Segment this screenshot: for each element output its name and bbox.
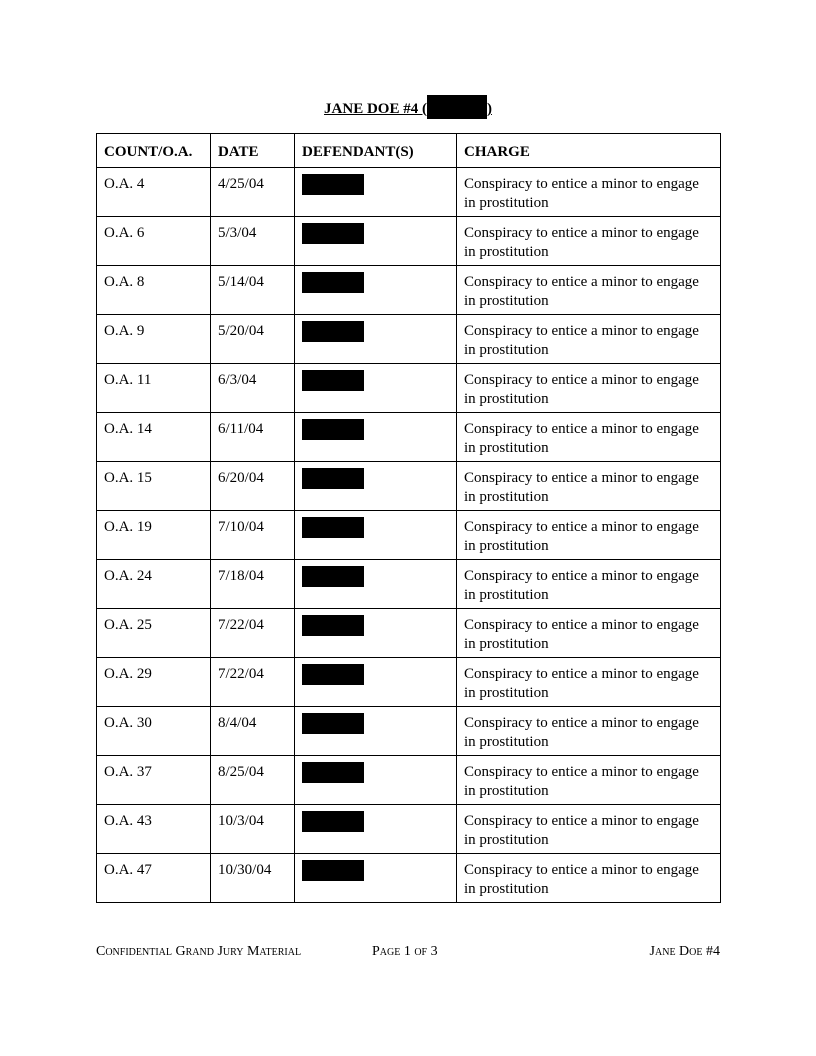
table-row: [97, 707, 721, 756]
header-count: COUNT/O.A.: [97, 134, 211, 168]
defendant-cell: [295, 560, 457, 609]
count-cell: O.A. 4: [97, 168, 211, 217]
defendant-cell: [295, 217, 457, 266]
date-cell: 5/3/04: [211, 217, 295, 266]
table-header-row: [97, 134, 721, 168]
date-cell: 7/10/04: [211, 511, 295, 560]
date-cell: 7/22/04: [211, 658, 295, 707]
defendant-cell: [295, 462, 457, 511]
defendant-cell: [295, 511, 457, 560]
table-row: [97, 364, 721, 413]
count-cell: O.A. 19: [97, 511, 211, 560]
table-row: [97, 266, 721, 315]
date-cell: 6/11/04: [211, 413, 295, 462]
table-row: [97, 168, 721, 217]
date-cell: 5/20/04: [211, 315, 295, 364]
page-footer: [96, 944, 720, 964]
count-cell: O.A. 9: [97, 315, 211, 364]
table-row: [97, 609, 721, 658]
charge-cell: Conspiracy to entice a minor to engage in prostitution: [457, 609, 721, 658]
charge-cell: Conspiracy to entice a minor to engage in prostitution: [457, 560, 721, 609]
count-cell: O.A. 8: [97, 266, 211, 315]
table-row: [97, 217, 721, 266]
date-cell: 7/22/04: [211, 609, 295, 658]
charge-cell: Conspiracy to entice a minor to engage in prostitution: [457, 364, 721, 413]
footer-page-number: Page 1 of 3: [372, 944, 438, 959]
charges-table: [96, 133, 721, 903]
redaction-box: [302, 223, 364, 244]
defendant-cell: [295, 854, 457, 903]
table-row: [97, 511, 721, 560]
redaction-box: [302, 419, 364, 440]
charge-cell: Conspiracy to entice a minor to engage in prostitution: [457, 413, 721, 462]
charge-cell: Conspiracy to entice a minor to engage in prostitution: [457, 217, 721, 266]
count-cell: O.A. 11: [97, 364, 211, 413]
header-date: DATE: [211, 134, 295, 168]
title-text: JANE DOE #4 (: [324, 101, 427, 117]
redaction-box: [302, 272, 364, 293]
table-row: [97, 658, 721, 707]
redaction-box: [302, 321, 364, 342]
date-cell: 5/14/04: [211, 266, 295, 315]
redaction-box: [302, 517, 364, 538]
redaction-box: [302, 713, 364, 734]
count-cell: O.A. 47: [97, 854, 211, 903]
date-cell: 7/18/04: [211, 560, 295, 609]
date-cell: 10/30/04: [211, 854, 295, 903]
count-cell: O.A. 29: [97, 658, 211, 707]
table-row: [97, 462, 721, 511]
count-cell: O.A. 15: [97, 462, 211, 511]
defendant-cell: [295, 805, 457, 854]
count-cell: O.A. 6: [97, 217, 211, 266]
defendant-cell: [295, 266, 457, 315]
redaction-box: [302, 811, 364, 832]
charge-cell: Conspiracy to entice a minor to engage in prostitution: [457, 707, 721, 756]
redaction-box: [427, 95, 487, 119]
charge-cell: Conspiracy to entice a minor to engage in prostitution: [457, 854, 721, 903]
count-cell: O.A. 25: [97, 609, 211, 658]
charge-cell: Conspiracy to entice a minor to engage in prostitution: [457, 462, 721, 511]
redaction-box: [302, 664, 364, 685]
date-cell: 4/25/04: [211, 168, 295, 217]
table-row: [97, 413, 721, 462]
header-charge: CHARGE: [457, 134, 721, 168]
count-cell: O.A. 24: [97, 560, 211, 609]
redaction-box: [302, 615, 364, 636]
charge-cell: Conspiracy to entice a minor to engage in prostitution: [457, 658, 721, 707]
header-defendants: DEFENDANT(S): [295, 134, 457, 168]
redaction-box: [302, 370, 364, 391]
count-cell: O.A. 37: [97, 756, 211, 805]
charge-cell: Conspiracy to entice a minor to engage in prostitution: [457, 168, 721, 217]
charge-cell: Conspiracy to entice a minor to engage in prostitution: [457, 315, 721, 364]
redaction-box: [302, 468, 364, 489]
count-cell: O.A. 43: [97, 805, 211, 854]
charge-cell: Conspiracy to entice a minor to engage in prostitution: [457, 511, 721, 560]
defendant-cell: [295, 609, 457, 658]
title-suffix: ): [486, 101, 492, 117]
table-row: [97, 854, 721, 903]
redaction-box: [302, 762, 364, 783]
charge-cell: Conspiracy to entice a minor to engage in prostitution: [457, 756, 721, 805]
date-cell: 6/20/04: [211, 462, 295, 511]
footer-case-name: Jane Doe #4: [649, 944, 720, 959]
count-cell: O.A. 14: [97, 413, 211, 462]
date-cell: 8/4/04: [211, 707, 295, 756]
document-title: [0, 95, 816, 119]
count-cell: O.A. 30: [97, 707, 211, 756]
redaction-box: [302, 174, 364, 195]
table-row: [97, 756, 721, 805]
defendant-cell: [295, 413, 457, 462]
table-row: [97, 560, 721, 609]
date-cell: 10/3/04: [211, 805, 295, 854]
date-cell: 6/3/04: [211, 364, 295, 413]
table-row: [97, 315, 721, 364]
redaction-box: [302, 860, 364, 881]
date-cell: 8/25/04: [211, 756, 295, 805]
redaction-box: [302, 566, 364, 587]
defendant-cell: [295, 364, 457, 413]
charge-cell: Conspiracy to entice a minor to engage in prostitution: [457, 805, 721, 854]
charge-cell: Conspiracy to entice a minor to engage in prostitution: [457, 266, 721, 315]
footer-confidential-label: Confidential Grand Jury Material: [96, 944, 302, 959]
defendant-cell: [295, 315, 457, 364]
defendant-cell: [295, 168, 457, 217]
defendant-cell: [295, 658, 457, 707]
table-row: [97, 805, 721, 854]
defendant-cell: [295, 707, 457, 756]
defendant-cell: [295, 756, 457, 805]
